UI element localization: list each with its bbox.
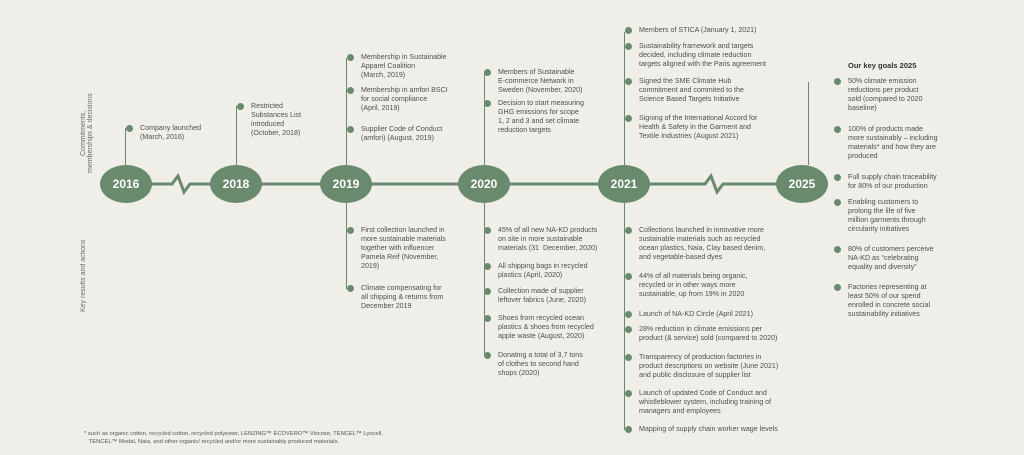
timeline-item-text: 45% of all new NA-KD products on site in more sustainable materials (31 December, 2020) [498,226,598,252]
timeline-item-text: Members of Sustainable E-commerce Network in Sweden (November, 2020) [498,68,583,94]
timeline-item-text: All shipping bags in recycled plastics (April, 2020) [498,262,588,279]
bullet-dot [484,288,491,295]
timeline-item-text: 80% of customers perceive NA-KD as “celebrating equality and diversity” [848,245,934,271]
timeline-item [639,353,778,380]
timeline-item [498,226,597,253]
year-node-2019: 2019 [320,165,372,203]
timeline-item [639,389,771,416]
timeline-item-text: Decision to start measuring GHG emissions for scope 1, 2 and 3 and set climate reduction targets [498,99,584,134]
timeline-item-text: Enabling customers to prolong the life of five million garments through circularity initiatives [848,198,926,233]
timeline-item-text: Restricted Substances List introduced (October, 2018) [251,102,302,137]
side-label-results: Key results and actions [80,239,87,312]
timeline-item-text: Company launched (March, 2016) [140,124,202,141]
stem-2020-top [484,72,485,165]
bullet-dot [834,199,841,206]
timeline-item [498,99,584,135]
timeline-item-text: Membership in Sustainable Apparel Coalition (March, 2019) [361,53,447,79]
timeline-item-text: First collection launched in more sustainable materials together with influencer Pamela Reif (November, 2019) [361,226,446,270]
timeline-item-text: Members of STICA (January 1, 2021) [639,26,757,34]
stem-2016 [125,128,126,165]
bullet-dot [484,69,491,76]
timeline-item [361,53,447,80]
timeline-item-text: 50% climate emission reductions per product sold (compared to 2020 baseline) [848,77,923,112]
timeline-item [361,284,443,311]
timeline-item-text: Launch of NA-KD Circle (April 2021) [639,310,753,318]
bullet-dot [625,354,632,361]
bullet-dot [625,27,632,34]
timeline-item [639,226,765,262]
bullet-dot [834,246,841,253]
timeline-item [848,125,938,161]
bullet-dot [126,125,133,132]
timeline-item-text: Membership in amfori BSCI for social compliance (April, 2019) [361,86,448,112]
bullet-dot [484,100,491,107]
year-node-2016: 2016 [100,165,152,203]
timeline-item-text: Climate compensating for all shipping & returns from December 2019 [361,284,444,310]
bullet-dot [625,43,632,50]
bullet-dot [625,426,632,433]
bullet-dot [834,126,841,133]
timeline-item-text: Supplier Code of Conduct (amfori) (August, 2019) [361,125,443,142]
timeline-item-text: 28% reduction in climate emissions per product (& service) sold (compared to 2020) [639,325,778,342]
bullet-dot [625,273,632,280]
timeline-item-text: Transparency of production factories in product descriptions on website (June 2021) and public disclosure of supplier list [639,353,779,379]
timeline-item [639,77,744,104]
timeline-item [848,283,930,319]
bullet-dot [347,126,354,133]
timeline-item [639,26,757,35]
timeline-item [848,245,934,272]
timeline-item [639,425,778,434]
year-node-2025: 2025 [776,165,828,203]
bullet-dot [625,78,632,85]
stem-2019-bot [346,203,347,289]
timeline-item [361,125,442,143]
year-node-2018: 2018 [210,165,262,203]
bullet-dot [625,311,632,318]
timeline-item [361,86,448,113]
bullet-dot [347,227,354,234]
stem-2020-bot [484,203,485,355]
bullet-dot [484,315,491,322]
bullet-dot [834,284,841,291]
timeline-item-text: Sustainability framework and targets decided, including climate reduction targets aligned with the Paris agreement [639,42,766,68]
bullet-dot [484,227,491,234]
bullet-dot [347,285,354,292]
side-label-commitments: Commitments, memberships & decisions [80,93,94,173]
timeline-item [639,114,757,141]
timeline-item [848,173,937,191]
timeline-item-text: Collections launched in innovative more sustainable materials such as recycled ocean plastics, Naia, Clay based denim, and vegetable-based dyes [639,226,766,261]
timeline-item [848,198,926,234]
bullet-dot [347,54,354,61]
timeline-item-text: Mapping of supply chain worker wage levels [639,425,778,433]
timeline-item [498,68,582,95]
timeline-item-text: Launch of updated Code of Conduct and whistleblower system, including training of managers and employees [639,389,772,415]
bullet-dot [347,87,354,94]
timeline-item-text: Signed the SME Climate Hub commitment and commited to the Science Based Targets Initiative [639,77,744,103]
timeline-item [639,272,747,299]
timeline-item [498,351,583,378]
bullet-dot [625,390,632,397]
timeline-item-text: 44% of all materials being organic, recycled or in other ways more sustainable, up from 19% in 2020 [639,272,748,298]
stem-2018 [236,106,237,165]
bullet-dot [237,103,244,110]
timeline-item-text: Collection made of supplier leftover fabrics (June, 2020) [498,287,586,304]
stem-2019-top [346,58,347,165]
bullet-dot [625,115,632,122]
stem-2025 [808,82,809,165]
footnote: * such as organic cotton, recycled cotton, recycled polyester, LENZING™ ECOVERO™ Viscose, TENCEL™ Lyocell, TENCEL™ Modal, Naia, and other organic/ recycled and/or more sustainably produced materials. [84,431,383,445]
timeline-item [848,77,923,113]
bullet-dot [625,326,632,333]
bullet-dot [834,78,841,85]
timeline-item [498,287,586,305]
timeline-item [639,310,753,319]
timeline-item-text: Signing of the International Accord for Health & Safety in the Garment and Textile Industries (August 2021) [639,114,758,140]
bullet-dot [484,352,491,359]
timeline-item [251,102,301,138]
stem-2021-top [624,32,625,165]
timeline-item [361,226,446,271]
timeline-item-text: Donating a total of 3,7 tons of clothes to second hand shops (2020) [498,351,583,377]
timeline-item [639,325,777,343]
timeline-item-text: 100% of products made more sustainably – including materials* and how they are produced [848,125,938,160]
timeline-item-text: Full supply chain traceability for 80% of our production [848,173,937,190]
bullet-dot [834,174,841,181]
timeline-item-text: Factories representing at least 50% of our spend enrolled in concrete social sustainability initiatives [848,283,931,318]
goals-title: Our key goals 2025 [848,61,917,70]
bullet-dot [484,263,491,270]
bullet-dot [625,227,632,234]
year-node-2021: 2021 [598,165,650,203]
timeline-item [498,262,588,280]
timeline-item-text: Shoes from recycled ocean plastics & shoes from recycled apple waste (August, 2020) [498,314,594,340]
year-node-2020: 2020 [458,165,510,203]
timeline-item [639,42,766,69]
timeline-item [498,314,594,341]
timeline-item [140,124,201,142]
